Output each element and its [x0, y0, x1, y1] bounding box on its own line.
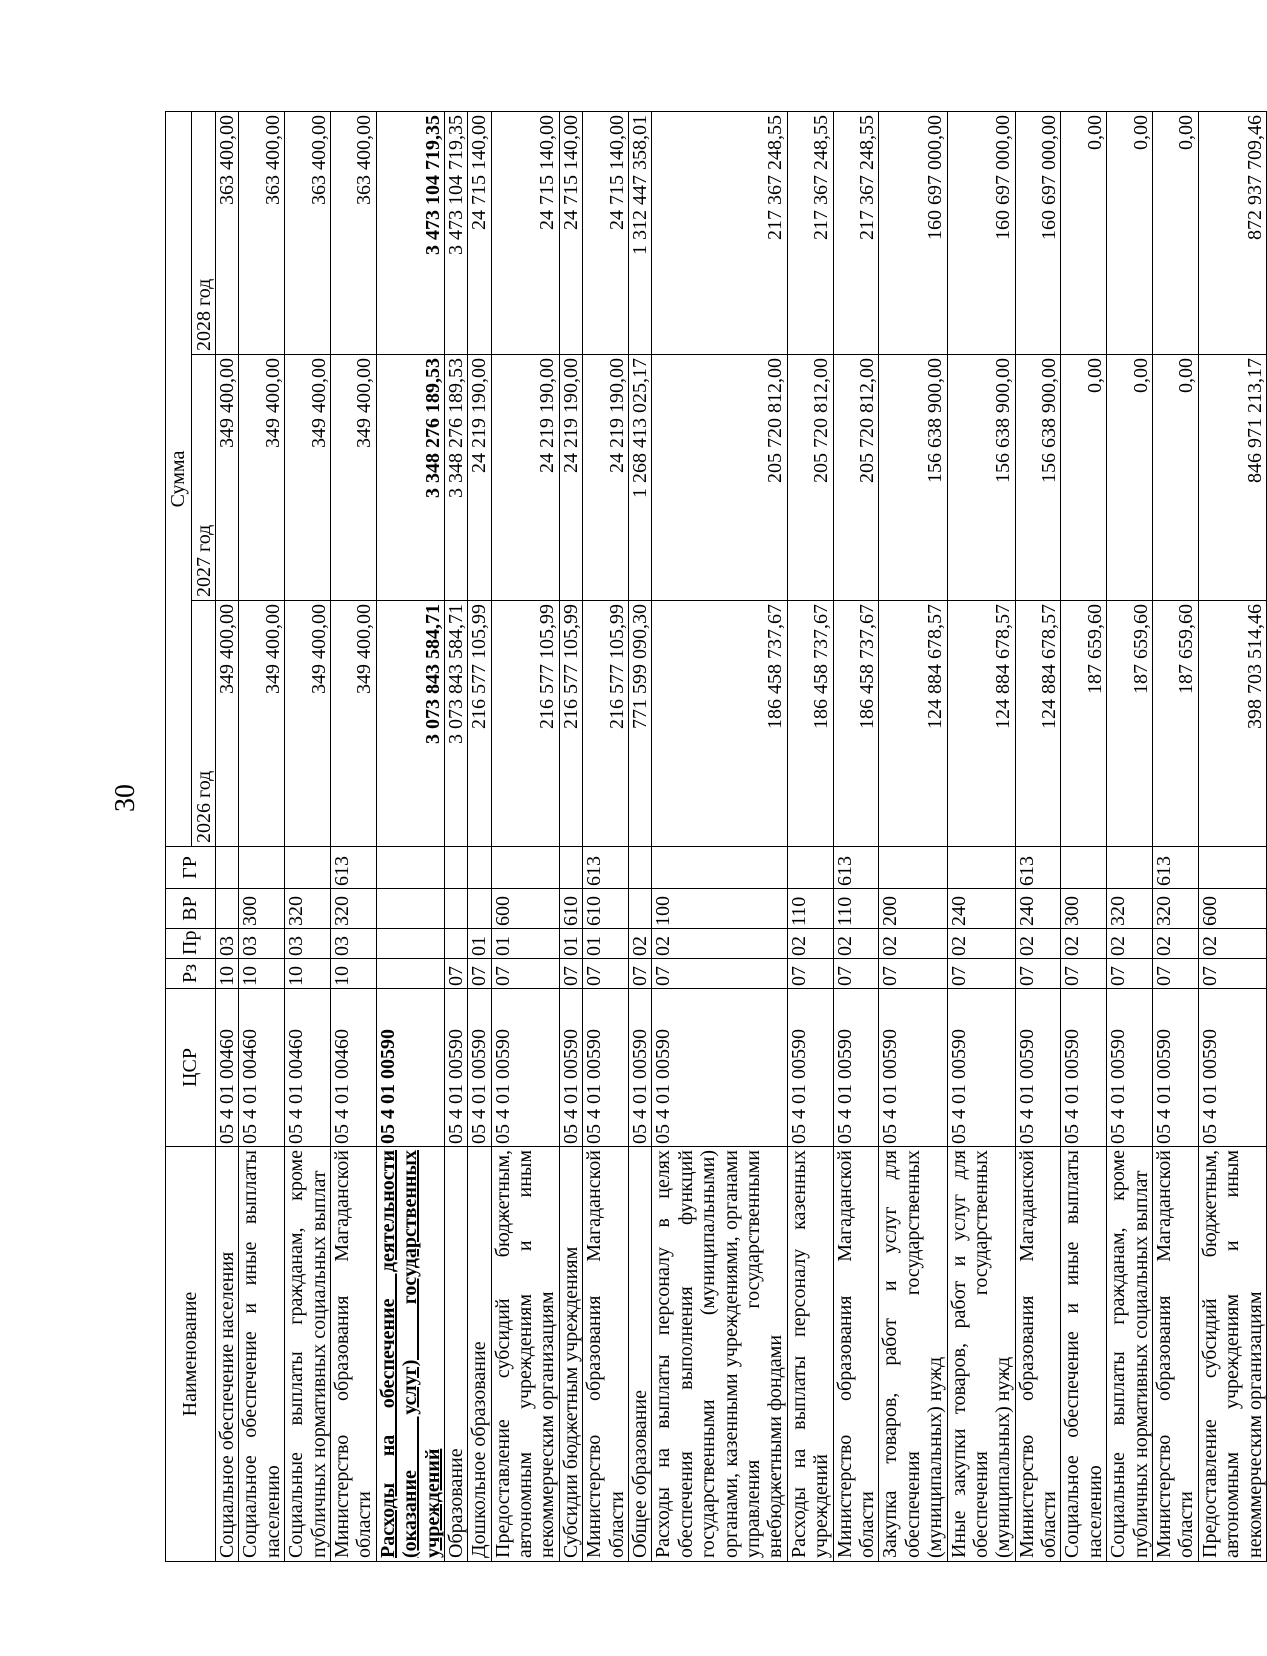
cell-pr: 02	[879, 929, 947, 959]
cell-rz: 07	[787, 959, 833, 989]
cell-csr: 05 4 01 00590	[1198, 989, 1266, 1147]
cell-rz: 07	[1107, 959, 1153, 989]
cell-sum-2026: 187 659,60	[1107, 601, 1153, 847]
cell-rz: 10	[285, 959, 331, 989]
cell-pr: 02	[1153, 929, 1199, 959]
cell-pr: 03	[216, 929, 239, 959]
cell-sum-2026: 3 073 843 584,71	[376, 601, 444, 847]
cell-sum-2028: 160 697 000,00	[879, 111, 947, 354]
cell-sum-2026: 771 599 090,30	[629, 601, 652, 847]
table-row	[1061, 111, 1107, 1561]
cell-vr: 600	[1198, 889, 1266, 929]
table-row	[468, 111, 491, 1561]
header-csr: ЦСР	[166, 989, 216, 1147]
cell-sum-2026: 3 073 843 584,71	[444, 601, 467, 847]
cell-rz: 07	[947, 959, 1015, 989]
cell-sum-2027: 24 219 190,00	[559, 355, 582, 601]
cell-sum-2028: 217 367 248,55	[833, 111, 879, 354]
cell-rz	[376, 959, 444, 989]
cell-gr	[285, 847, 331, 889]
cell-pr: 02	[1198, 929, 1266, 959]
cell-gr	[652, 847, 787, 889]
cell-pr: 03	[285, 929, 331, 959]
table-row	[491, 111, 559, 1561]
header-pr: Пр	[166, 929, 216, 959]
cell-name: Субсидии бюджетным учреждениям	[559, 1147, 582, 1562]
cell-rz: 07	[583, 959, 629, 989]
cell-csr: 05 4 01 00460	[216, 989, 239, 1147]
cell-sum-2026: 124 884 678,57	[1015, 601, 1061, 847]
cell-csr: 05 4 01 00590	[879, 989, 947, 1147]
cell-rz: 07	[652, 959, 787, 989]
cell-gr	[1061, 847, 1107, 889]
cell-gr	[468, 847, 491, 889]
cell-pr: 01	[491, 929, 559, 959]
cell-vr	[468, 889, 491, 929]
table-row	[833, 111, 879, 1561]
cell-name: Социальные выплаты гражданам, кроме публичных нормативных социальных выплат	[1107, 1147, 1153, 1562]
cell-gr: 613	[330, 847, 376, 889]
rotated-page	[165, 112, 1266, 1562]
cell-name: Социальные выплаты гражданам, кроме публичных нормативных социальных выплат	[285, 1147, 331, 1562]
cell-sum-2027: 0,00	[1107, 355, 1153, 601]
cell-rz: 07	[1015, 959, 1061, 989]
table-row	[1107, 111, 1153, 1561]
cell-sum-2027: 349 400,00	[216, 355, 239, 601]
cell-gr	[559, 847, 582, 889]
cell-csr: 05 4 01 00590	[1061, 989, 1107, 1147]
cell-sum-2028: 24 715 140,00	[468, 111, 491, 354]
cell-gr	[1198, 847, 1266, 889]
cell-pr: 02	[1107, 929, 1153, 959]
cell-rz: 10	[239, 959, 285, 989]
cell-sum-2028: 217 367 248,55	[787, 111, 833, 354]
table-row	[1015, 111, 1061, 1561]
table-body	[216, 111, 1267, 1561]
cell-csr: 05 4 01 00590	[583, 989, 629, 1147]
cell-name: Министерство образования Магаданской области	[833, 1147, 879, 1562]
cell-sum-2026: 349 400,00	[239, 601, 285, 847]
cell-sum-2028: 0,00	[1153, 111, 1199, 354]
table-row	[947, 111, 1015, 1561]
table-row	[376, 111, 444, 1561]
cell-sum-2026: 186 458 737,67	[787, 601, 833, 847]
cell-gr: 613	[1015, 847, 1061, 889]
cell-vr: 320	[285, 889, 331, 929]
page-number: 30	[110, 784, 141, 812]
cell-gr	[947, 847, 1015, 889]
cell-vr: 610	[583, 889, 629, 929]
cell-csr: 05 4 01 00590	[947, 989, 1015, 1147]
cell-name: Предоставление субсидий бюджетным, автономным учреждениям и иным некоммерческим организациям	[491, 1147, 559, 1562]
header-year-2027: 2027 год	[192, 355, 216, 601]
cell-sum-2026: 349 400,00	[216, 601, 239, 847]
cell-gr	[376, 847, 444, 889]
cell-vr: 300	[1061, 889, 1107, 929]
cell-sum-2027: 3 348 276 189,53	[444, 355, 467, 601]
cell-pr	[444, 929, 467, 959]
cell-sum-2027: 156 638 900,00	[879, 355, 947, 601]
cell-sum-2026: 216 577 105,99	[583, 601, 629, 847]
cell-name: Закупка товаров, работ и услуг для обеспечения государственных (муниципальных) нужд	[879, 1147, 947, 1562]
cell-gr: 613	[833, 847, 879, 889]
cell-sum-2027: 349 400,00	[239, 355, 285, 601]
cell-gr: 613	[583, 847, 629, 889]
cell-sum-2026: 186 458 737,67	[652, 601, 787, 847]
cell-rz: 07	[444, 959, 467, 989]
table-row	[285, 111, 331, 1561]
cell-sum-2026: 187 659,60	[1153, 601, 1199, 847]
cell-sum-2026: 187 659,60	[1061, 601, 1107, 847]
table-row	[1153, 111, 1199, 1561]
cell-pr: 02	[1061, 929, 1107, 959]
cell-sum-2028: 363 400,00	[285, 111, 331, 354]
cell-name: Иные закупки товаров, работ и услуг для обеспечения государственных (муниципальных) нужд	[947, 1147, 1015, 1562]
cell-sum-2026: 398 703 514,46	[1198, 601, 1266, 847]
cell-name: Расходы на обеспечение деятельности (оказание услуг) государственных учреждений	[376, 1147, 444, 1562]
header-year-2028: 2028 год	[192, 111, 216, 354]
header-sum: Сумма	[166, 111, 192, 846]
header-gr: ГР	[166, 847, 216, 889]
cell-gr	[491, 847, 559, 889]
cell-name: Социальное обеспечение населения	[216, 1147, 239, 1562]
cell-csr: 05 4 01 00590	[376, 989, 444, 1147]
table-row	[629, 111, 652, 1561]
cell-rz: 07	[1198, 959, 1266, 989]
cell-sum-2028: 24 715 140,00	[491, 111, 559, 354]
cell-sum-2026: 186 458 737,67	[833, 601, 879, 847]
cell-pr: 02	[629, 929, 652, 959]
cell-name: Дошкольное образование	[468, 1147, 491, 1562]
cell-pr: 02	[833, 929, 879, 959]
cell-csr: 05 4 01 00590	[468, 989, 491, 1147]
cell-pr: 01	[468, 929, 491, 959]
cell-sum-2027: 846 971 213,17	[1198, 355, 1266, 601]
header-year-2026: 2026 год	[192, 601, 216, 847]
cell-name: Расходы на выплаты персоналу в целях обеспечения выполнения функций государственными (муниципальными) органами, казенными учреждениями, органами управления государственными внебюджетными фондами	[652, 1147, 787, 1562]
cell-pr: 02	[652, 929, 787, 959]
cell-vr: 320	[330, 889, 376, 929]
cell-vr: 110	[833, 889, 879, 929]
table-row	[559, 111, 582, 1561]
cell-sum-2026: 216 577 105,99	[468, 601, 491, 847]
budget-table	[165, 111, 1267, 1562]
table-row	[583, 111, 629, 1561]
cell-sum-2028: 3 473 104 719,35	[376, 111, 444, 354]
cell-vr: 600	[491, 889, 559, 929]
cell-sum-2027: 205 720 812,00	[787, 355, 833, 601]
cell-sum-2027: 0,00	[1153, 355, 1199, 601]
cell-name: Министерство образования Магаданской области	[1015, 1147, 1061, 1562]
table-row	[330, 111, 376, 1561]
cell-name: Образование	[444, 1147, 467, 1562]
cell-pr: 02	[1015, 929, 1061, 959]
cell-name: Министерство образования Магаданской области	[330, 1147, 376, 1562]
cell-csr: 05 4 01 00590	[1015, 989, 1061, 1147]
cell-rz: 07	[1061, 959, 1107, 989]
cell-sum-2027: 3 348 276 189,53	[376, 355, 444, 601]
cell-pr	[376, 929, 444, 959]
cell-sum-2027: 0,00	[1061, 355, 1107, 601]
cell-pr: 02	[947, 929, 1015, 959]
cell-csr: 05 4 01 00590	[1107, 989, 1153, 1147]
cell-name: Социальное обеспечение и иные выплаты населению	[1061, 1147, 1107, 1562]
cell-sum-2026: 124 884 678,57	[879, 601, 947, 847]
cell-vr: 320	[1107, 889, 1153, 929]
cell-name: Расходы на выплаты персоналу казенных учреждений	[787, 1147, 833, 1562]
cell-sum-2027: 24 219 190,00	[583, 355, 629, 601]
cell-sum-2026: 216 577 105,99	[491, 601, 559, 847]
cell-sum-2027: 156 638 900,00	[947, 355, 1015, 601]
cell-vr	[216, 889, 239, 929]
cell-rz: 07	[879, 959, 947, 989]
cell-gr	[444, 847, 467, 889]
cell-pr: 03	[330, 929, 376, 959]
cell-csr: 05 4 01 00590	[652, 989, 787, 1147]
cell-sum-2028: 24 715 140,00	[583, 111, 629, 354]
cell-gr	[879, 847, 947, 889]
cell-sum-2028: 24 715 140,00	[559, 111, 582, 354]
cell-csr: 05 4 01 00590	[559, 989, 582, 1147]
cell-csr: 05 4 01 00460	[330, 989, 376, 1147]
cell-gr	[239, 847, 285, 889]
cell-sum-2027: 1 268 413 025,17	[629, 355, 652, 601]
cell-sum-2028: 160 697 000,00	[947, 111, 1015, 354]
cell-sum-2027: 349 400,00	[285, 355, 331, 601]
cell-rz: 07	[491, 959, 559, 989]
table-row	[1198, 111, 1266, 1561]
cell-sum-2028: 363 400,00	[239, 111, 285, 354]
cell-rz: 07	[468, 959, 491, 989]
cell-vr: 320	[1153, 889, 1199, 929]
cell-rz: 07	[1153, 959, 1199, 989]
cell-sum-2028: 0,00	[1061, 111, 1107, 354]
cell-name: Общее образование	[629, 1147, 652, 1562]
table-row	[879, 111, 947, 1561]
cell-sum-2028: 160 697 000,00	[1015, 111, 1061, 354]
cell-sum-2028: 363 400,00	[216, 111, 239, 354]
cell-rz: 07	[629, 959, 652, 989]
cell-pr: 03	[239, 929, 285, 959]
cell-sum-2027: 156 638 900,00	[1015, 355, 1061, 601]
cell-gr: 613	[1153, 847, 1199, 889]
table-row	[787, 111, 833, 1561]
cell-sum-2028: 0,00	[1107, 111, 1153, 354]
cell-vr: 300	[239, 889, 285, 929]
cell-csr: 05 4 01 00590	[833, 989, 879, 1147]
cell-sum-2027: 24 219 190,00	[468, 355, 491, 601]
cell-gr	[629, 847, 652, 889]
cell-sum-2028: 872 937 709,46	[1198, 111, 1266, 354]
cell-sum-2027: 205 720 812,00	[833, 355, 879, 601]
cell-sum-2027: 24 219 190,00	[491, 355, 559, 601]
cell-pr: 01	[559, 929, 582, 959]
header-vr: ВР	[166, 889, 216, 929]
cell-csr: 05 4 01 00590	[444, 989, 467, 1147]
cell-sum-2027: 349 400,00	[330, 355, 376, 601]
cell-csr: 05 4 01 00590	[787, 989, 833, 1147]
cell-sum-2028: 217 367 248,55	[652, 111, 787, 354]
cell-rz: 07	[559, 959, 582, 989]
cell-gr	[787, 847, 833, 889]
cell-sum-2028: 1 312 447 358,01	[629, 111, 652, 354]
cell-csr: 05 4 01 00590	[491, 989, 559, 1147]
cell-sum-2026: 124 884 678,57	[947, 601, 1015, 847]
cell-csr: 05 4 01 00460	[239, 989, 285, 1147]
cell-rz: 07	[833, 959, 879, 989]
table-row	[239, 111, 285, 1561]
cell-name: Предоставление субсидий бюджетным, автономным учреждениям и иным некоммерческим организациям	[1198, 1147, 1266, 1562]
cell-csr: 05 4 01 00590	[1153, 989, 1199, 1147]
table-row	[652, 111, 787, 1561]
cell-rz: 10	[216, 959, 239, 989]
cell-vr: 610	[559, 889, 582, 929]
cell-vr: 110	[787, 889, 833, 929]
cell-gr	[216, 847, 239, 889]
cell-name: Социальное обеспечение и иные выплаты населению	[239, 1147, 285, 1562]
cell-vr: 240	[947, 889, 1015, 929]
cell-vr: 200	[879, 889, 947, 929]
header-name: Наименование	[166, 1147, 216, 1562]
cell-vr	[629, 889, 652, 929]
cell-sum-2028: 3 473 104 719,35	[444, 111, 467, 354]
cell-vr	[444, 889, 467, 929]
cell-csr: 05 4 01 00590	[629, 989, 652, 1147]
cell-name: Министерство образования Магаданской области	[583, 1147, 629, 1562]
cell-pr: 02	[787, 929, 833, 959]
header-rz: Рз	[166, 959, 216, 989]
cell-csr: 05 4 01 00460	[285, 989, 331, 1147]
cell-sum-2026: 349 400,00	[285, 601, 331, 847]
cell-name: Министерство образования Магаданской области	[1153, 1147, 1199, 1562]
cell-pr: 01	[583, 929, 629, 959]
cell-vr: 100	[652, 889, 787, 929]
cell-vr: 240	[1015, 889, 1061, 929]
cell-sum-2026: 216 577 105,99	[559, 601, 582, 847]
table-row	[444, 111, 467, 1561]
cell-sum-2028: 363 400,00	[330, 111, 376, 354]
cell-rz: 10	[330, 959, 376, 989]
cell-vr	[376, 889, 444, 929]
cell-sum-2027: 205 720 812,00	[652, 355, 787, 601]
cell-gr	[1107, 847, 1153, 889]
table-row	[216, 111, 239, 1561]
cell-sum-2026: 349 400,00	[330, 601, 376, 847]
